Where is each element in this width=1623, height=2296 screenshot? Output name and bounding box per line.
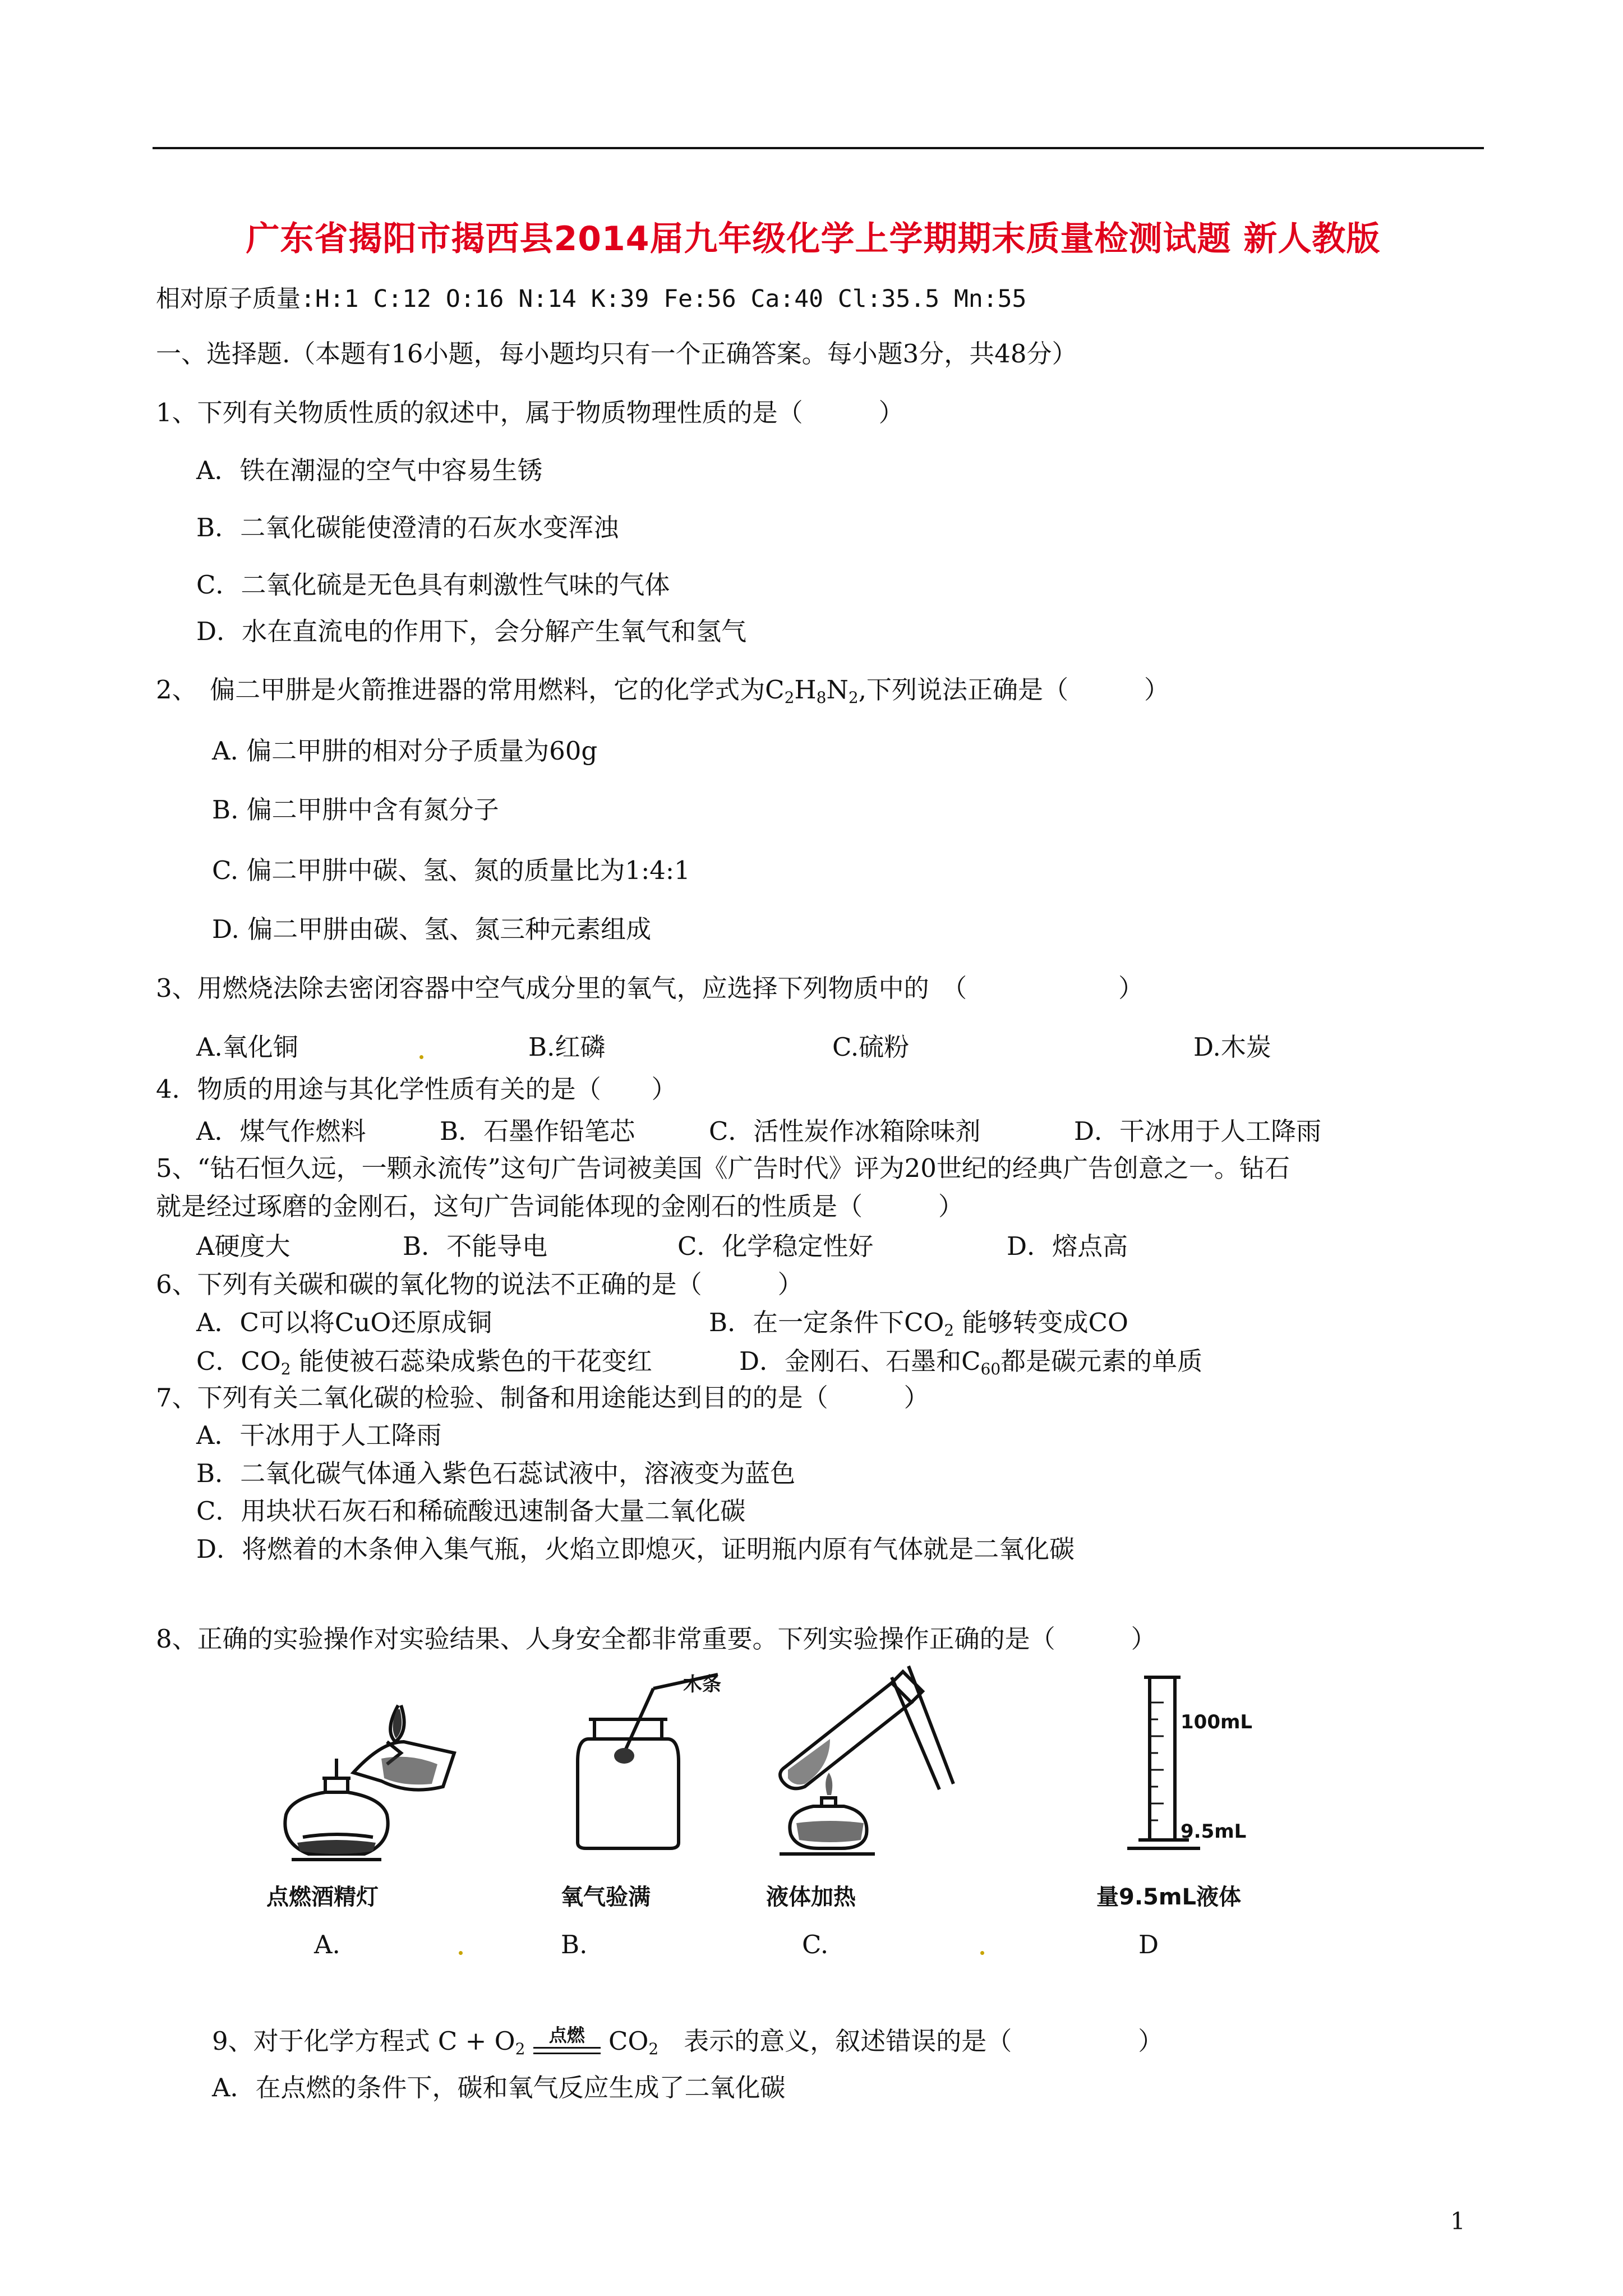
figure-b-caption: 氧气验满 <box>561 1884 651 1910</box>
question-2-option-d: D. 偏二甲肼由碳、氢、氮三种元素组成 <box>212 914 652 944</box>
question-8-option-b: B. <box>561 1930 588 1959</box>
question-7-option-d: D．将燃着的木条伸入集气瓶，火焰立即熄灭，证明瓶内原有气体就是二氧化碳 <box>196 1534 1075 1564</box>
question-1-option-b: B．二氧化碳能使澄清的石灰水变浑浊 <box>196 513 619 542</box>
cylinder-9.5ml-label: 9.5mL <box>1181 1820 1247 1843</box>
page-number: 1 <box>1450 2207 1465 2235</box>
question-5-option-d: D．熔点高 <box>1007 1231 1128 1261</box>
question-2-option-a: A. 偏二甲肼的相对分子质量为60g <box>212 736 598 766</box>
question-2-stem: 2、 偏二甲肼是火箭推进器的常用燃料，它的化学式为$C_2H_8N_2$,下列说法正确是（ ） <box>156 675 1169 707</box>
scan-dot <box>459 1951 463 1955</box>
question-1-option-a: A．铁在潮湿的空气中容易生锈 <box>196 455 543 485</box>
question-5-option-a: A硬度大 <box>196 1231 291 1261</box>
figure-a-alcohol-lamp <box>269 1674 494 1876</box>
question-9-stem: 9、对于化学方程式 $C + O_2$ 点燃 $CO_2$ 表示的意义，叙述错误的是（ ） <box>212 2026 1163 2060</box>
question-8-option-d: D <box>1138 1930 1159 1959</box>
question-2-option-b: B. 偏二甲肼中含有氮分子 <box>212 795 499 825</box>
reaction-condition: 点燃 <box>548 2024 585 2046</box>
figure-c-caption: 液体加热 <box>766 1884 856 1910</box>
cylinder-100ml-label: 100mL <box>1181 1711 1253 1733</box>
question-5-option-b: B．不能导电 <box>403 1231 548 1261</box>
question-1-option-d: D．水在直流电的作用下，会分解产生氧气和氢气 <box>196 616 747 646</box>
section-heading: 一、选择题.（本题有16小题，每小题均只有一个正确答案。每小题3分，共48分） <box>156 339 1077 369</box>
question-6-option-c: C．$CO_2$ 能使被石蕊染成紫色的干花变红 <box>196 1346 652 1378</box>
figure-d-caption: 量9.5mL液体 <box>1096 1884 1242 1910</box>
question-7-option-a: A．干冰用于人工降雨 <box>196 1420 442 1450</box>
question-7-option-b: B．二氧化碳气体通入紫色石蕊试液中，溶液变为蓝色 <box>196 1458 796 1488</box>
question-5-stem-line1: 5、“钻石恒久远，一颗永流传”这句广告词被美国《广告时代》评为20世纪的经典广告创意之一。钻石 <box>156 1153 1290 1183</box>
question-8-option-a: A. <box>314 1930 340 1959</box>
question-9-option-a: A．在点燃的条件下，碳和氧气反应生成了二氧化碳 <box>212 2073 786 2102</box>
question-3-option-c: C.硫粉 <box>832 1032 910 1062</box>
question-6-option-b: B．在一定条件下$CO_2$ 能够转变成CO <box>709 1308 1128 1340</box>
question-8-stem: 8、正确的实验操作对实验结果、人身安全都非常重要。下列实验操作正确的是（ ） <box>156 1624 1156 1654</box>
question-4-option-d: D．干冰用于人工降雨 <box>1074 1116 1322 1146</box>
question-8-option-c: C. <box>802 1930 829 1959</box>
atomic-masses: 相对原子质量:H:1 C:12 O:16 N:14 K:39 Fe:56 Ca:40 Cl:35.5 Mn:55 <box>156 285 1027 313</box>
question-7-stem: 7、下列有关二氧化碳的检验、制备和用途能达到目的的是（ ） <box>156 1383 929 1412</box>
question-3-option-a: A.氧化铜 <box>196 1032 298 1062</box>
header-rule <box>153 147 1484 149</box>
question-3-option-d: D.木炭 <box>1193 1032 1271 1062</box>
question-6-option-d: D．金刚石、石墨和$C_{60}$都是碳元素的单质 <box>739 1346 1203 1378</box>
page-title: 广东省揭阳市揭西县2014届九年级化学上学期期末质量检测试题 新人教版 <box>246 219 1381 259</box>
question-7-option-c: C．用块状石灰石和稀硫酸迅速制备大量二氧化碳 <box>196 1496 746 1526</box>
question-4-option-a: A．煤气作燃料 <box>196 1116 366 1146</box>
question-2-option-c: C. 偏二甲肼中碳、氢、氮的质量比为1:4:1 <box>212 855 690 885</box>
question-4-option-c: C．活性炭作冰箱除味剂 <box>709 1116 981 1146</box>
question-3-option-b: B.红磷 <box>528 1032 606 1062</box>
question-3-stem: 3、用燃烧法除去密闭容器中空气成分里的氧气，应选择下列物质中的 （ ） <box>156 973 1144 1003</box>
question-1-stem: 1、下列有关物质性质的叙述中，属于物质物理性质的是（ ） <box>156 398 904 427</box>
question-4-stem: 4．物质的用途与其化学性质有关的是（ ） <box>156 1074 677 1104</box>
question-1-option-c: C．二氧化硫是无色具有刺激性气味的气体 <box>196 570 670 600</box>
question-6-option-a: A．C可以将CuO还原成铜 <box>196 1308 492 1337</box>
question-4-option-b: B．石墨作铅笔芯 <box>440 1116 635 1146</box>
figure-c-heating-liquid <box>751 1655 998 1868</box>
reaction-arrow <box>533 2024 601 2060</box>
stick-label: 木条 <box>683 1673 721 1696</box>
question-5-option-c: C．化学稳定性好 <box>677 1231 874 1261</box>
figure-a-caption: 点燃酒精灯 <box>266 1884 379 1910</box>
question-5-stem-line2: 就是经过琢磨的金刚石，这句广告词能体现的金刚石的性质是（ ） <box>156 1191 964 1221</box>
scan-dot <box>980 1951 984 1955</box>
scan-dot <box>419 1055 423 1059</box>
question-6-stem: 6、下列有关碳和碳的氧化物的说法不正确的是（ ） <box>156 1269 803 1299</box>
